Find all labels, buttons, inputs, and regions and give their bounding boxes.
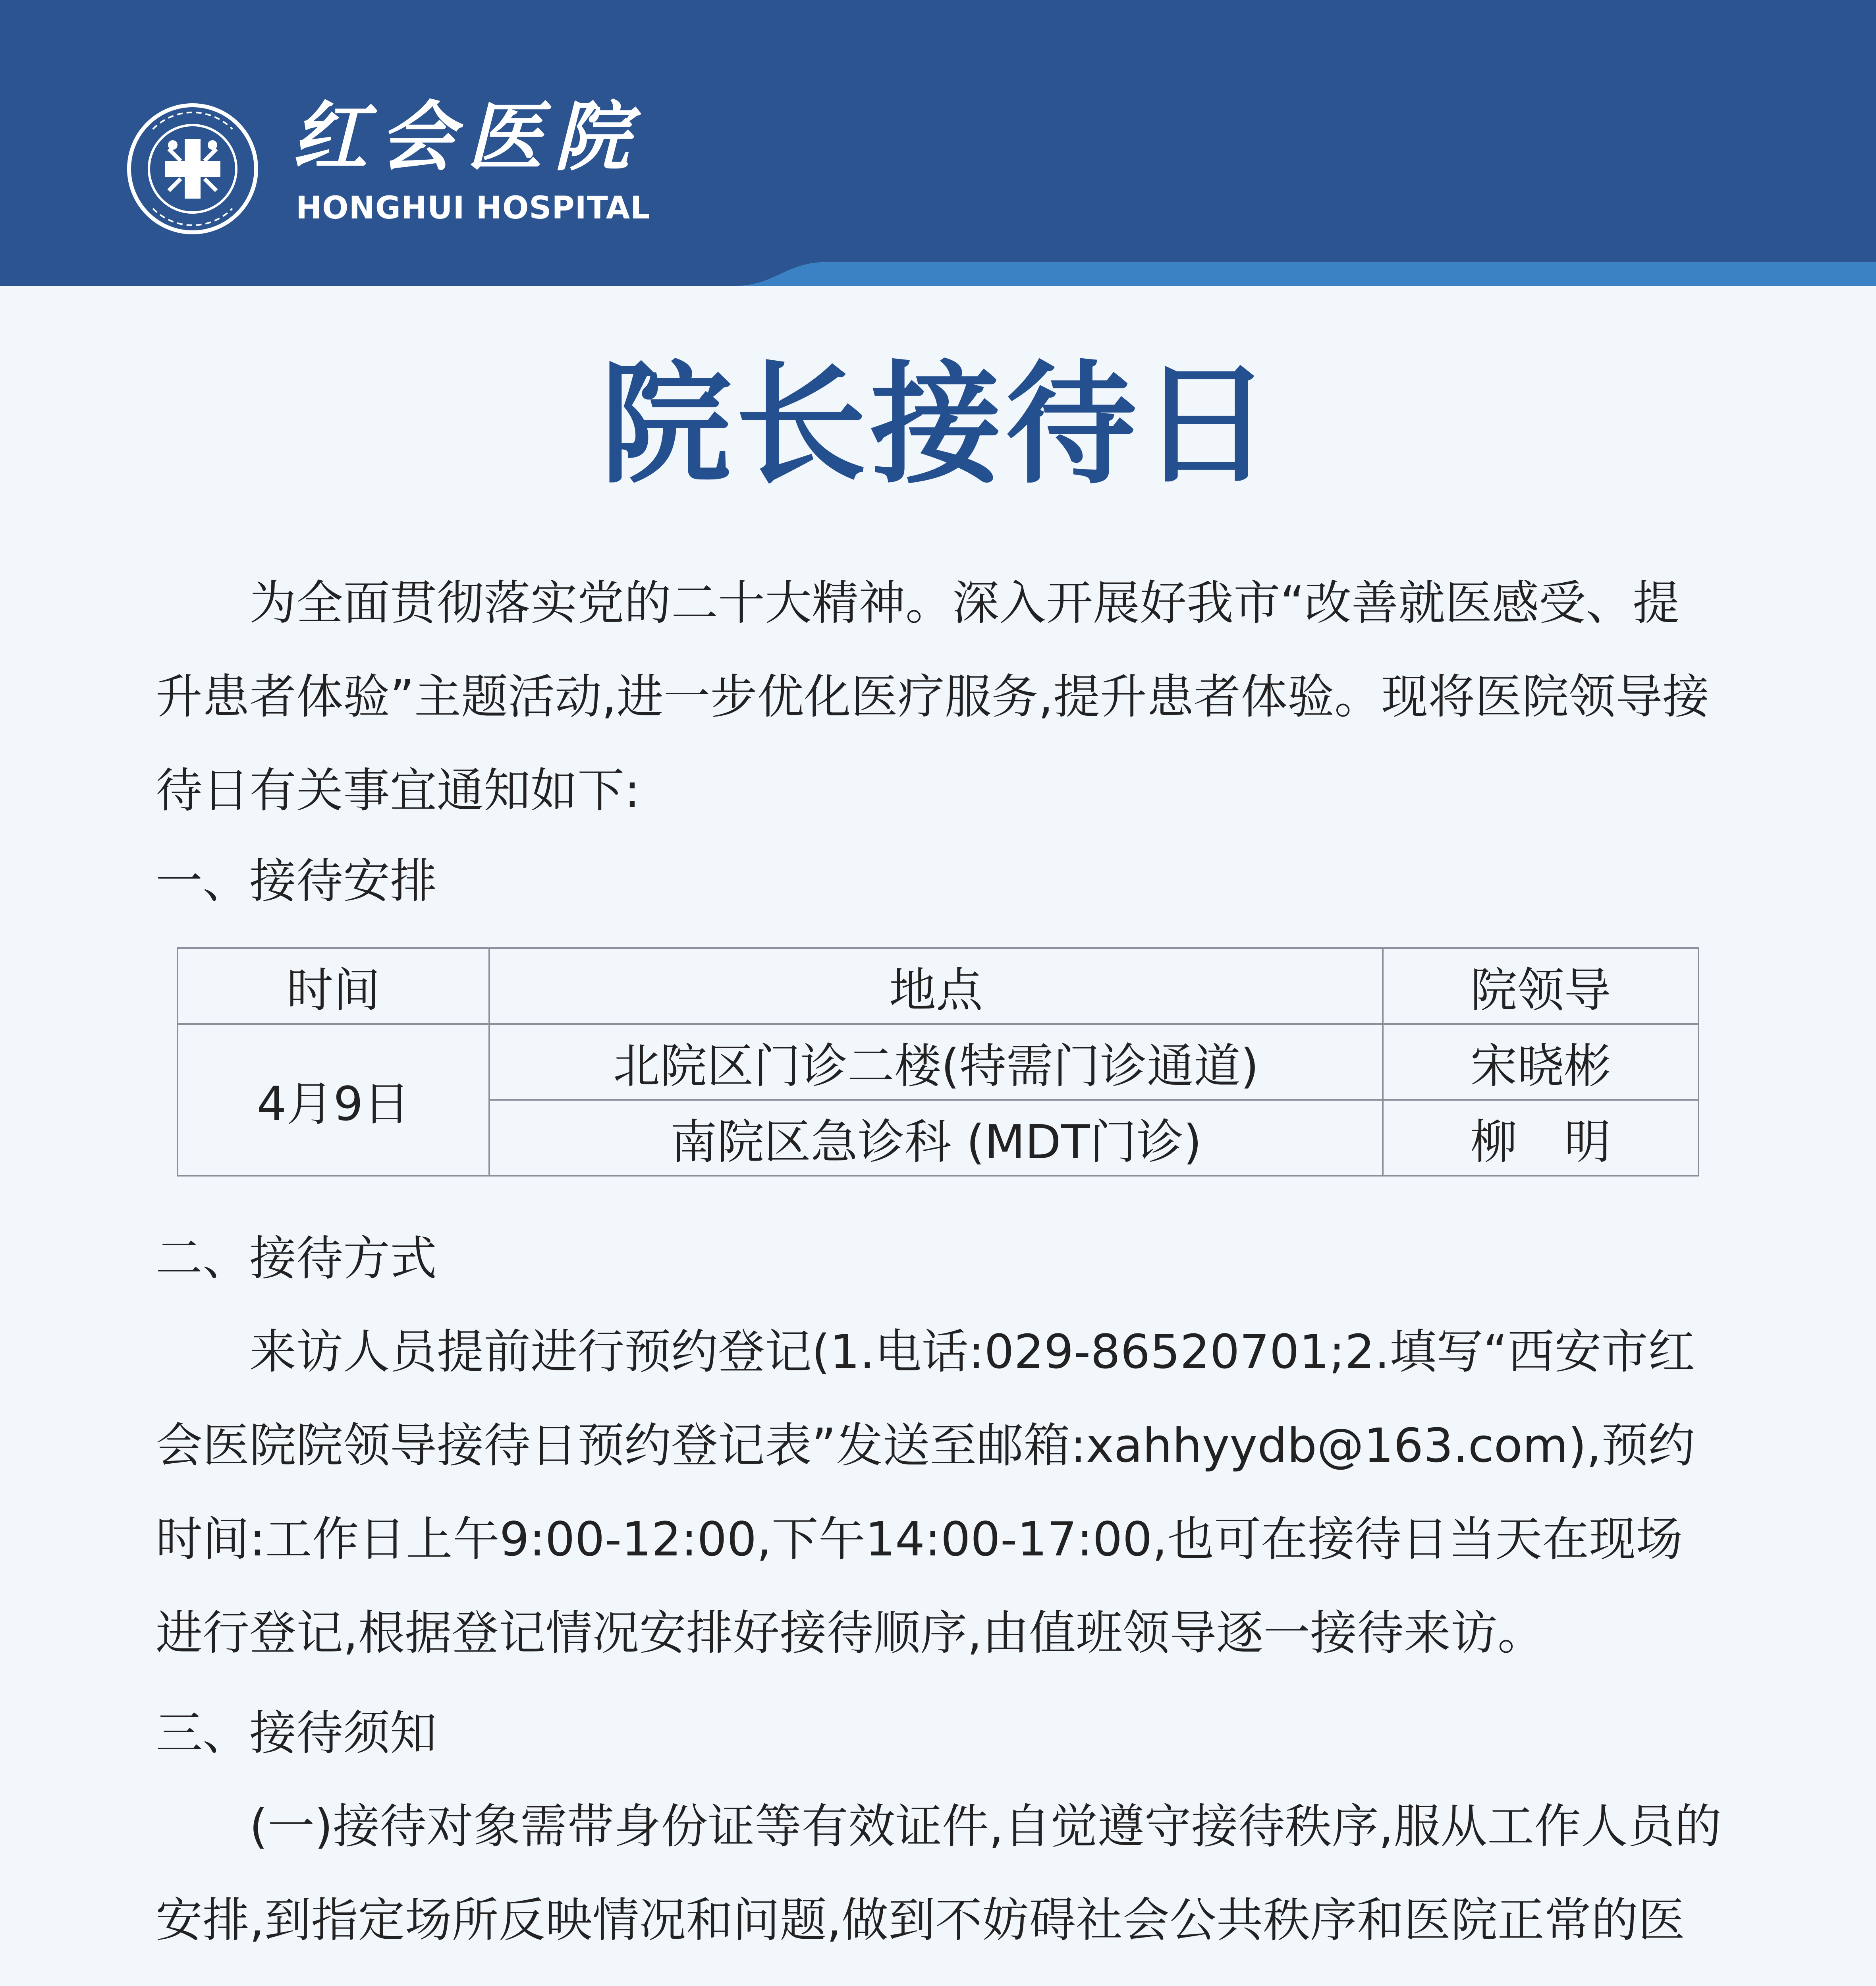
hospital-seal-icon [125, 101, 260, 236]
schedule-table [177, 947, 1699, 1177]
intro-paragraph [156, 556, 1724, 837]
brand-name-english: HONGHUI HOSPITAL [296, 190, 650, 226]
section3-heading: 三、接待须知 [156, 1706, 437, 1760]
header-band [0, 0, 1876, 302]
brand-name-chinese: 红会医院 [292, 93, 642, 181]
section2-paragraph [156, 1305, 1724, 1680]
notice-item-1 [156, 1779, 1724, 1986]
section1-heading: 一、接待安排 [156, 854, 437, 908]
date-cell: 4月9日 [178, 1024, 489, 1176]
location-cell: 南院区急诊科 (MDT门诊) [489, 1100, 1383, 1176]
header-leader: 院领导 [1383, 948, 1698, 1024]
header-time: 时间 [178, 948, 489, 1024]
leader-cell: 柳 明 [1383, 1100, 1698, 1176]
leader-cell: 宋晓彬 [1383, 1024, 1698, 1100]
section2-text: 来访人员提前进行预约登记(1.电话:029-86520701;2.填写“西安市红会医院院领导接待日预约登记表”发送至邮箱:xahhyydb@163.com),预约时间:工作日上午9:00-12:00,下午14:00-17:00,也可在接待日当天在现场进行登记,根据登记情况安排好接待顺序,由值班领导逐一接待来访。 [156, 1324, 1695, 1660]
page-title: 院长接待日 [600, 349, 1276, 501]
notice-item-text: (一)接待对象需带身份证等有效证件,自觉遵守接待秩序,服从工作人员的安排,到指定场所反映情况和问题,做到不妨碍社会公共秩序和医院正常的医 [156, 1799, 1722, 1947]
table-row [178, 1024, 1698, 1100]
header-location: 地点 [489, 948, 1383, 1024]
section2-heading: 二、接待方式 [156, 1231, 437, 1286]
intro-text: 为全面贯彻落实党的二十大精神。深入开展好我市“改善就医感受、提升患者体验”主题活动,进一步优化医疗服务,提升患者体验。现将医院领导接待日有关事宜通知如下: [156, 576, 1710, 818]
location-cell: 北院区门诊二楼(特需门诊通道) [489, 1024, 1383, 1100]
table-header-row [178, 948, 1698, 1024]
header-background [0, 0, 1876, 302]
